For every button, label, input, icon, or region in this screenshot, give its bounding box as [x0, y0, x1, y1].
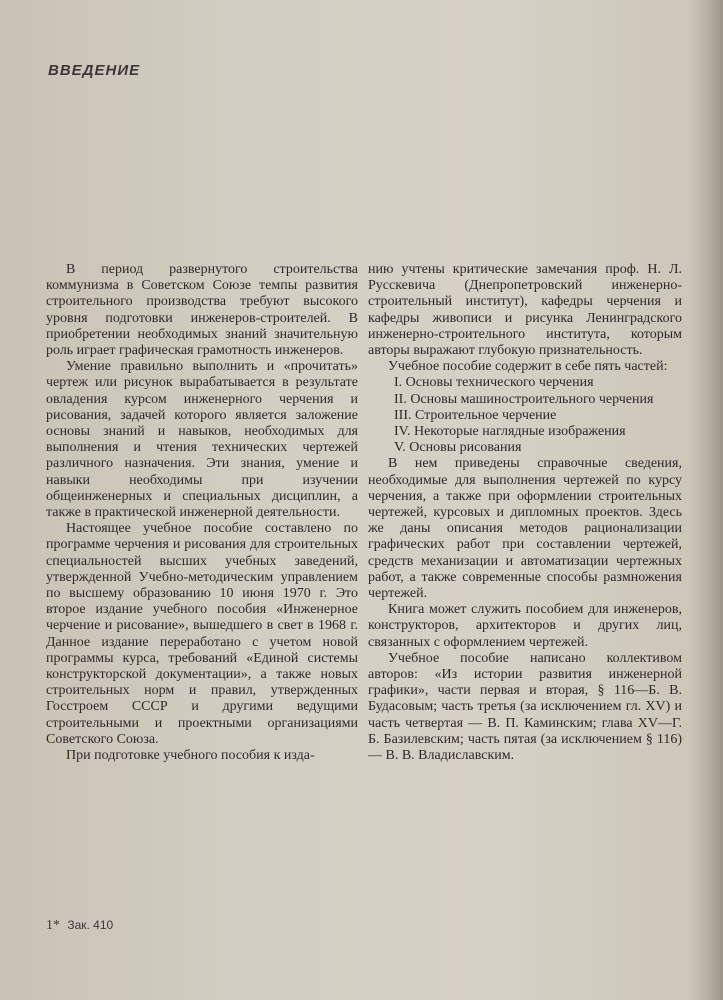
signature-mark: 1* — [46, 918, 60, 933]
parts-list-item: I. Основы технического черчения — [394, 375, 594, 391]
paragraph: В период развернутого строительства коммунизма в Советском Союзе темпы развития строительного производства требуют высокого уровня подготовки инженеров-строителей. В приобретении необходимых знаний значительную роль играет графическая грамотность инженеров. — [46, 262, 358, 359]
printer-signature — [46, 918, 113, 934]
parts-list-item: V. Основы рисования — [394, 440, 522, 456]
parts-list-item: II. Основы машиностроительного черчения — [394, 391, 654, 407]
toc-intro: Учебное пособие содержит в себе пять частей: — [388, 359, 668, 375]
page-fold-shadow — [690, 0, 723, 1000]
section-heading: ВВЕДЕНИЕ — [48, 62, 141, 79]
paragraph: Книга может служить пособием для инженеров, конструкторов, архитекторов и других лиц, связанных с оформлением чертежей. — [368, 602, 682, 650]
paragraph: При подготовке учебного пособия к изда- — [66, 748, 315, 764]
paragraph: Настоящее учебное пособие составлено по программе черчения и рисования для строительных специальностей высших учебных заведений, утвержденной Учебно-методическим управлением по высшему образованию 10 июня 1970 г. Это второе издание учебного пособия «Инженерное черчение и рисование», вышедшего в свет в 1968 г. Данное издание переработано с учетом новой программы курса, требований «Единой системы конструкторской документации», а также новых строительных норм и правил, утвержденных Госстроем СССР и другими ведущими строительными и проектными организациями Советского Союза. — [46, 521, 358, 747]
paragraph: Умение правильно выполнить и «прочитать» чертеж или рисунок вырабатывается в результате овладения курсом инженерного черчения и рисования, задачей которого является заложение основы знаний и навыков, необходимых для выполнения и чтения технических чертежей различного назначения. Эти знания, умение и навыки необходимы при изучении общеинженерных и специальных дисциплин, а также в практической инженерной деятельности. — [46, 359, 358, 521]
right-column — [368, 262, 682, 764]
parts-list — [368, 375, 682, 456]
paragraph: Учебное пособие написано коллективом авторов: «Из истории развития инженерной графики», части первая и вторая, § 116—Б. В. Будасовым; часть третья (за исключением гл. XV) и часть четвертая — В. П. Каминским; глава XV—Г. Б. Базилевским; часть пятая (за исключением § 116) — В. В. Владиславским. — [368, 650, 682, 764]
parts-list-item: III. Строительное черчение — [394, 407, 557, 423]
left-column — [46, 262, 358, 764]
paragraph-continuation: нию учтены критические замечания проф. Н. Л. Русскевича (Днепропетровский инженерно-строительный институт), кафедры черчения и кафедры живописи и рисунка Ленинградского инженерно-строительного института, которым авторы выражают глубокую признательность. — [368, 262, 682, 359]
parts-list-item: IV. Некоторые наглядные изображения — [394, 424, 626, 440]
paragraph: В нем приведены справочные сведения, необходимые для выполнения чертежей по курсу черчения, а также при оформлении строительных чертежей, курсовых и дипломных проектов. Здесь же даны описания методов рационализации графических работ при составлении чертежей, средств механизации и автоматизации чертежных работ, а также современные способы размножения чертежей. — [368, 456, 682, 602]
order-number: Зак. 410 — [67, 918, 114, 932]
